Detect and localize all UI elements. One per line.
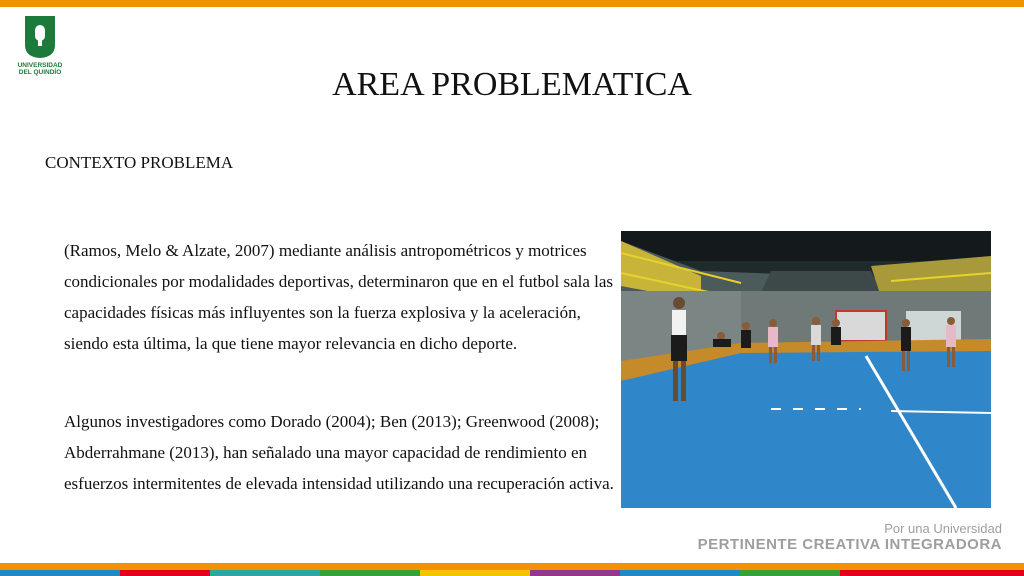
bottom-orange-bar bbox=[0, 563, 1024, 570]
logo-line1: UNIVERSIDAD bbox=[17, 62, 63, 69]
futsal-court-photo bbox=[621, 231, 991, 508]
body-paragraph-2: Algunos investigadores como Dorado (2004); Ben (2013); Greenwood (2008); Abderrahmane (2013), han señalado una mayor capacidad de rendimiento en esfuerzos intermitentes de elevada intensidad utilizando una recuperación activa. bbox=[64, 412, 614, 493]
top-accent-bar bbox=[0, 0, 1024, 7]
branding-tagline bbox=[698, 521, 1002, 554]
body-paragraph-1: (Ramos, Melo & Alzate, 2007) mediante análisis antropométricos y motrices condicionales por modalidades deportivas, determinaron que en el futbol sala las capacidades físicas más influyentes son la fuerza explosiva y la aceleración, siendo esta última, la que tiene mayor relevancia en dicho deporte. bbox=[64, 241, 614, 353]
bottom-color-stripes bbox=[0, 563, 1024, 576]
slide-title: AREA PROBLEMATICA bbox=[332, 66, 692, 103]
futsal-court-illustration bbox=[621, 231, 991, 508]
slide-subtitle: CONTEXTO PROBLEMA bbox=[45, 153, 234, 172]
logo-line2: DEL QUINDÍO bbox=[18, 69, 62, 76]
multicolor-stripe bbox=[0, 570, 1024, 576]
shield-icon bbox=[24, 15, 56, 59]
branding-line2: PERTINENTE CREATIVA INTEGRADORA bbox=[697, 536, 1002, 553]
branding-line1: Por una Universidad bbox=[884, 521, 1002, 536]
